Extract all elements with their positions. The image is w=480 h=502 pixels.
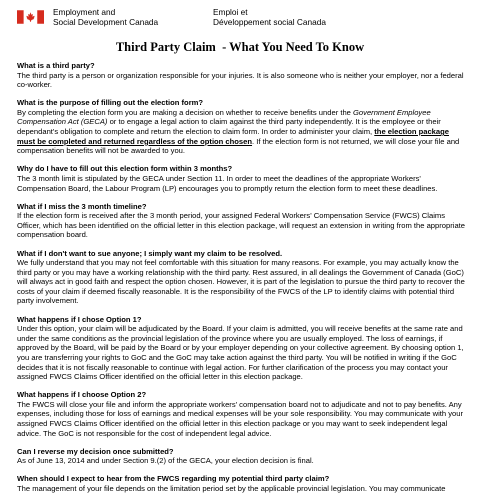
faq-section — [17, 164, 467, 193]
department-name-french-line2: Développement social Canada — [213, 17, 327, 27]
answer-text: By completing the election form you are making a decision on whether to receive benefits under the — [17, 107, 354, 117]
department-name-english-line1: Employment and — [53, 7, 116, 17]
document-title: Third Party Claim - What You Need To Know — [115, 40, 365, 54]
faq-section — [17, 202, 467, 240]
faq-section — [17, 474, 467, 493]
faq-answer: If the election form is received after the 3 month period, your assigned Federal Workers' Compensation Service (FWCS) Claims Officer, which has been identified on the official letter in this election package, will request an extension in writing from the appropriate compensation board. — [17, 211, 466, 240]
answer-text: . If the election form is not returned, we will close your file and compensation benefits will not be awarded to you. — [17, 136, 460, 156]
faq-question: What happens if I chose Option 1? — [17, 314, 142, 324]
faq-question: Can I reverse my decision once submitted? — [17, 446, 174, 456]
faq-question: What if I miss the 3 month timeline? — [17, 201, 147, 211]
answer-text: or to engage a legal action to claim against the third party independently. It is the employee or their dependant's obligation to complete and return the election to claim form. In order to administer your claim, — [17, 117, 441, 137]
faq-section — [17, 249, 467, 307]
faq-answer — [17, 108, 467, 156]
faq-answer: The management of your file depends on the limitation period set by the applicable provincial legislation. You may communicate — [17, 483, 446, 493]
faq-answer: Under this option, your claim will be adjudicated by the Board. If your claim is admitted, you will receive benefits at the same rate and under the same conditions as the provincial legislation of the province where you are usually employed. The loss of earnings, if approved by the Board, will be paid by the Board or by your employer depending on your collective agreement. By choosing option 1, you are transferring your rights to GoC and the GoC may take action against the third party. You will be notified in writing if the GoC decides that it is not fiscally reasonable to continue with legal action. For further clarification of the process you may contact your assigned FWCS Claims Officer identified on the official letter in this election package. — [17, 324, 464, 382]
faq-question: What happens if I choose Option 2? — [17, 390, 147, 400]
department-name-french — [213, 7, 326, 27]
faq-question: What is the purpose of filling out the election form? — [17, 98, 204, 108]
faq-question: What if I don't want to sue anyone; I simply want my claim to be resolved. — [17, 248, 283, 258]
faq-question: When should I expect to hear from the FWCS regarding my potential third party claim? — [17, 474, 330, 484]
faq-answer: As of June 13, 2014 and under Section 9.(2) of the GECA, your election decision is final. — [17, 456, 314, 466]
department-name-english-line2: Social Development Canada — [53, 17, 159, 27]
faq-question: What is a third party? — [17, 61, 95, 70]
faq-answer: The FWCS will close your file and inform the appropriate workers' compensation board not to adjudicate and not to pay benefits. Any expenses, including those for loss of earnings and medical expenses will be your sole responsibility. You may communicate with your assigned FWCS Claims Officer identified on the official letter in this election package or you may want to seek independent legal advice. The GoC is not responsible for the cost of independent legal advice. — [17, 399, 464, 438]
faq-answer: The third party is a person or organization responsible for your injuries. It is also someone who is neither your employer, nor a federal co-worker. — [17, 70, 464, 90]
canada-flag-icon — [17, 10, 44, 24]
emphasized-requirement: the election package must be completed and returned regardless of the option chosen — [17, 127, 449, 146]
department-name-english — [53, 7, 158, 27]
document-body — [17, 61, 467, 502]
act-name: Government Employee Compensation Act (GECA) — [17, 107, 431, 127]
department-name-french-line1: Emploi et — [213, 7, 248, 17]
faq-section — [17, 61, 467, 90]
page-header — [17, 7, 467, 29]
faq-section — [17, 315, 467, 382]
faq-answer: We fully understand that you may not feel comfortable with this situation for many reasons. For example, you may actually know the third party or you may have a working relationship with the third party. Rest assured, in all dealings the Government of Canada (GoC) will always act in good faith and respect the option chosen. However, it is part of the legislation to pursue the third party to recover the costs of your claim if deemed fiscally reasonable. It is the responsibility of the FWCS of the LP to identify claims with potential third party involvement. — [17, 258, 465, 306]
faq-answer: The 3 month limit is stipulated by the GECA under Section 11. In order to meet the deadlines of the appropriate Workers' Compensation Board, the Labour Program (LP) encourages you to promptly return the election form to meet these deadlines. — [17, 173, 438, 193]
faq-section — [17, 447, 467, 466]
faq-section — [17, 98, 467, 156]
faq-section — [17, 390, 467, 438]
faq-question: Why do I have to fill out this election form within 3 months? — [17, 164, 233, 174]
